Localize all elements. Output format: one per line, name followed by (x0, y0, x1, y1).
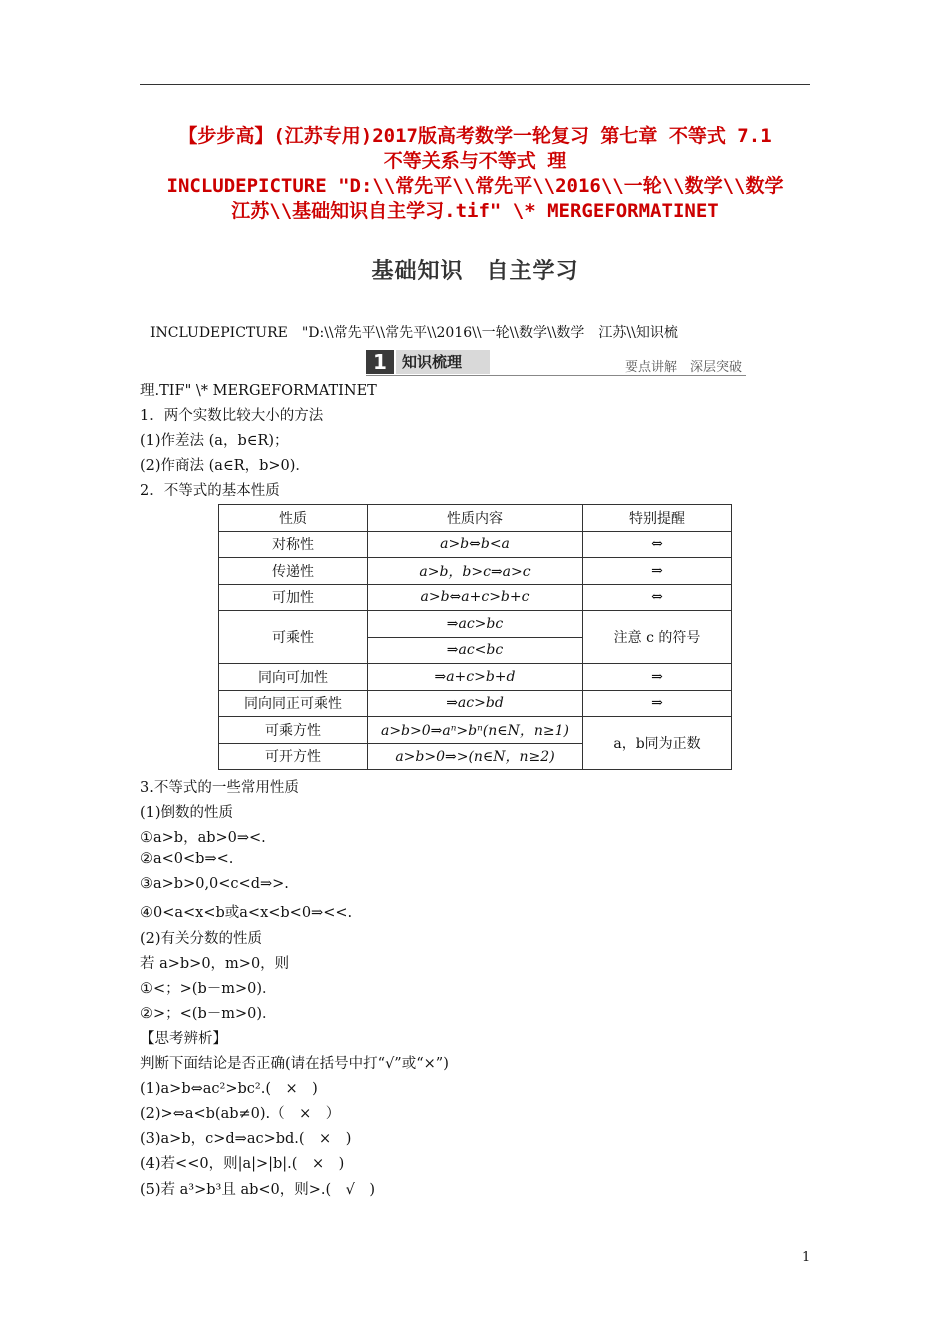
text-line: ③a>b>0,0<c<d⇒>. (140, 876, 289, 892)
property-name: 可乘方性 (219, 717, 368, 744)
table-row (219, 531, 732, 558)
property-name: 同向同正可乘性 (219, 690, 368, 717)
property-note: 注意 c 的符号 (583, 611, 732, 664)
text-line: (4)若<<0，则|a|>|b|.( × ) (140, 1156, 345, 1172)
table-header: 性质内容 (368, 505, 583, 532)
title-line: 江苏\\基础知识自主学习.tif" \* MERGEFORMATINET (231, 200, 719, 222)
text-line: (2)有关分数的性质 (140, 931, 263, 947)
text-line: ①a>b，ab>0⇒<. (140, 830, 266, 846)
banner-number: 1 (366, 350, 394, 374)
property-content: a>b>0⇒>(n∈N，n≥2) (368, 743, 583, 770)
property-content: ⇒ac>bd (368, 690, 583, 717)
include-field-text: INCLUDEPICTURE "D:\\常先平\\常先平\\2016\\一轮\\数学\\数学 江苏\\知识梳 (150, 325, 678, 341)
page-number: 1 (802, 1250, 811, 1265)
knowledge-banner (366, 350, 746, 376)
table-row (219, 611, 732, 638)
text-line: ①<；>(b－m>0)． (140, 981, 277, 997)
property-content: a>b⇔b<a (368, 531, 583, 558)
text-line: 若 a>b>0，m>0，则 (140, 956, 290, 972)
property-note: ⇒ (583, 690, 732, 717)
properties-table (218, 504, 732, 770)
banner-subtitle: 要点讲解 深层突破 (624, 360, 742, 375)
table-row (219, 664, 732, 691)
table-row (219, 558, 732, 585)
text-line: (1)作差法 (a，b∈R)； (140, 433, 289, 449)
text-line: (2)作商法 (a∈R，b>0)． (140, 458, 310, 474)
property-content: ⇒ac>bc (368, 611, 583, 638)
property-content: a>b>0⇒aⁿ>bⁿ(n∈N，n≥1) (368, 717, 583, 744)
text-line: (2)>⇔a<b(ab≠0).（ × ） (140, 1106, 341, 1122)
title-line: 【步步高】(江苏专用)2017版高考数学一轮复习 第七章 不等式 7.1 (178, 125, 772, 147)
property-name: 可加性 (219, 584, 368, 611)
banner-label: 知识梳理 (396, 350, 490, 374)
text-line: ②a<0<b⇒<. (140, 851, 234, 867)
title-line: 不等关系与不等式 理 (383, 150, 567, 172)
property-note: ⇔ (583, 584, 732, 611)
text-line: 3.不等式的一些常用性质 (140, 780, 299, 796)
text-line: 2．不等式的基本性质 (140, 483, 280, 499)
property-content: ⇒ac<bc (368, 637, 583, 664)
property-note: ⇔ (583, 531, 732, 558)
text-line: 【思考辨析】 (140, 1031, 227, 1047)
property-name: 可开方性 (219, 743, 368, 770)
text-line: (3)a>b，c>d⇒ac>bd.( × ) (140, 1131, 352, 1147)
table-row (219, 584, 732, 611)
table-header: 性质 (219, 505, 368, 532)
property-content: a>b⇔a+c>b+c (368, 584, 583, 611)
table-header-row (219, 505, 732, 532)
header-rule (140, 84, 810, 85)
section-heading: 基础知识 自主学习 (371, 259, 579, 284)
text-line: (5)若 a³>b³且 ab<0，则>.( √ ) (140, 1182, 376, 1198)
property-note: ⇒ (583, 558, 732, 585)
text-line: (1)倒数的性质 (140, 805, 234, 821)
text-line: (1)a>b⇔ac²>bc².( × ) (140, 1081, 318, 1097)
document-title (140, 124, 810, 224)
property-content: ⇒a+c>b+d (368, 664, 583, 691)
table-header: 特别提醒 (583, 505, 732, 532)
property-content: a>b，b>c⇒a>c (368, 558, 583, 585)
text-line: ④0<a<x<b或a<x<b<0⇒<<. (140, 905, 353, 921)
property-name: 可乘性 (219, 611, 368, 664)
table-row (219, 690, 732, 717)
title-line: INCLUDEPICTURE "D:\\常先平\\常先平\\2016\\一轮\\数学\\数学 (166, 175, 784, 197)
banner-underline (366, 375, 746, 376)
include-field-text: 理.TIF" \* MERGEFORMATINET (140, 383, 377, 399)
text-line: 判断下面结论是否正确(请在括号中打“√”或“×”) (140, 1056, 449, 1072)
property-name: 传递性 (219, 558, 368, 585)
property-name: 同向可加性 (219, 664, 368, 691)
table-row (219, 717, 732, 744)
property-note: ⇒ (583, 664, 732, 691)
property-name: 对称性 (219, 531, 368, 558)
text-line: 1．两个实数比较大小的方法 (140, 408, 324, 424)
property-note: a，b同为正数 (583, 717, 732, 770)
text-line: ②>；<(b－m>0)． (140, 1006, 277, 1022)
